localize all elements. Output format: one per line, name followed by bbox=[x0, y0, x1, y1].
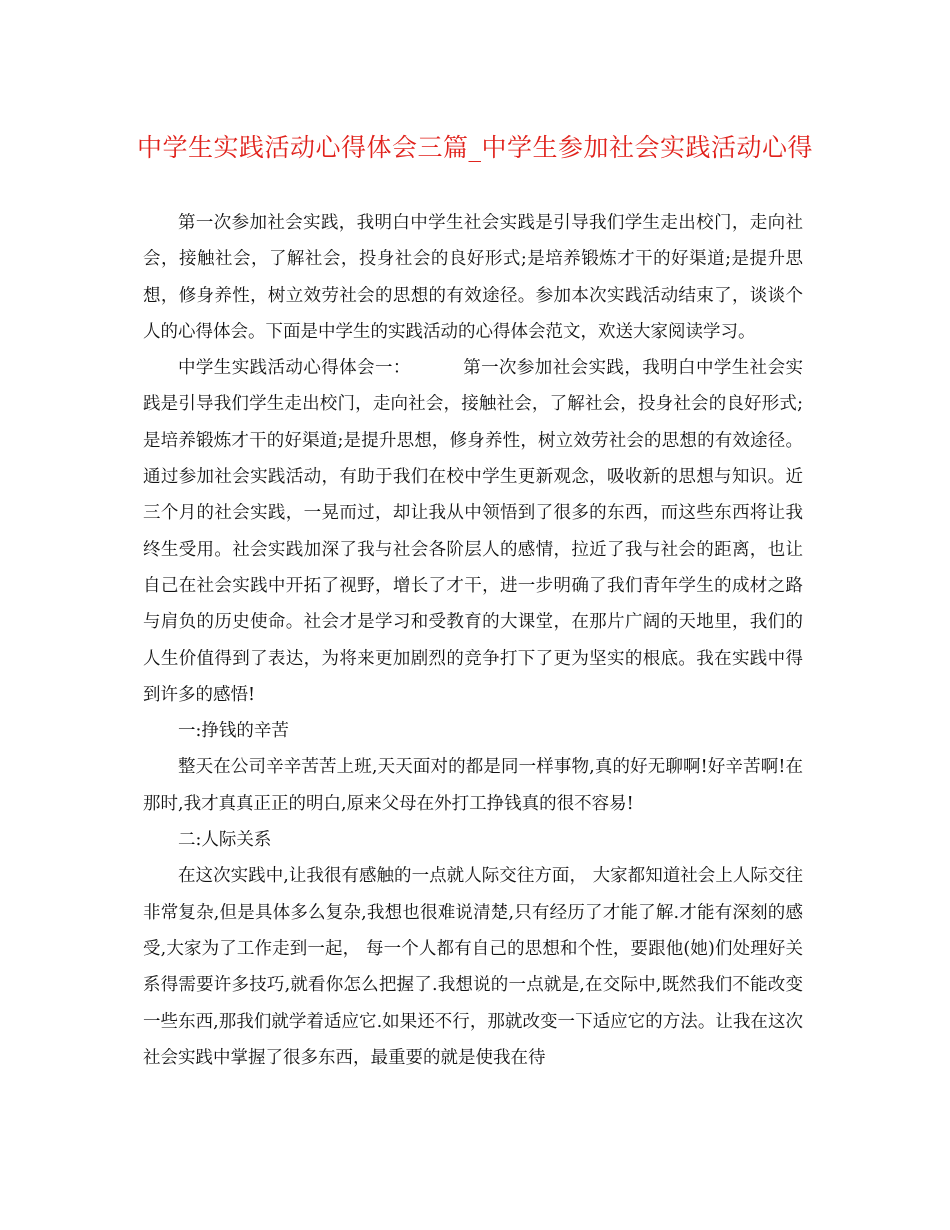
paragraph-intro: 第一次参加社会实践，我明白中学生社会实践是引导我们学生走出校门，走向社会，接触社会，了解社会，投身社会的良好形式;是培养锻炼才干的好渠道;是提升思想，修身养性，树立效劳社会的思想的有效途径。参加本次实践活动结束了，谈谈个人的心得体会。下面是中学生的实践活动的心得体会范文，欢送大家阅读学习。 bbox=[143, 213, 803, 342]
document-title: 中学生实践活动心得体会三篇_中学生参加社会实践活动心得 bbox=[136, 133, 813, 162]
essay-one-text: 第一次参加社会实践，我明白中学生社会实践是引导我们学生走出校门，走向社会，接触社会，了解社会，投身社会的良好形式;是培养锻炼才干的好渠道;是提升思想，修身养性，树立效劳社会的思想的有效途径。通过参加社会实践活动，有助于我们在校中学生更新观念，吸收新的思想与知识。近三个月的社会实践，一晃而过，却让我从中领悟到了很多的东西，而这些东西将让我终生受用。社会实践加深了我与社会各阶层人的感情，拉近了我与社会的距离，也让自己在社会实践中开拓了视野，增长了才干，进一步明确了我们青年学生的成材之路与肩负的历史使命。社会才是学习和受教育的大课堂，在那片广阔的天地里，我们的人生价值得到了表达，为将来更加剧烈的竞争打下了更为坚实的根底。我在实践中得到许多的感悟! bbox=[143, 358, 803, 705]
paragraph-relationships: 在这次实践中,让我很有感触的一点就人际交往方面， 大家都知道社会上人际交往非常复杂,但是具体多么复杂,我想也很难说清楚,只有经历了才能了解.才能有深刻的感受,大家为了工作走到一起， 每一个人都有自己的思想和个性，要跟他(她)们处理好关系得需要许多技巧,就看你怎么把握了.我想说的一点就是,在交际中,既然我们不能改变一些东西,那我们就学着适应它.如果还不行，那就改变一下适应它的方法。让我在这次社会实践中掌握了很多东西，最重要的就是使我在待 bbox=[143, 866, 803, 1068]
paragraph-essay-one bbox=[143, 350, 803, 713]
document-body bbox=[143, 205, 803, 1076]
section-heading-earning-money: 一:挣钱的辛苦 bbox=[178, 721, 289, 742]
essay-one-label: 中学生实践活动心得体会一： bbox=[178, 358, 411, 379]
section-heading-relationships: 二:人际关系 bbox=[178, 830, 272, 851]
paragraph-earning-money: 整天在公司辛辛苦苦上班,天天面对的都是同一样事物,真的好无聊啊!好辛苦啊!在那时,我才真真正正的明白,原来父母在外打工挣钱真的很不容易! bbox=[143, 757, 803, 814]
